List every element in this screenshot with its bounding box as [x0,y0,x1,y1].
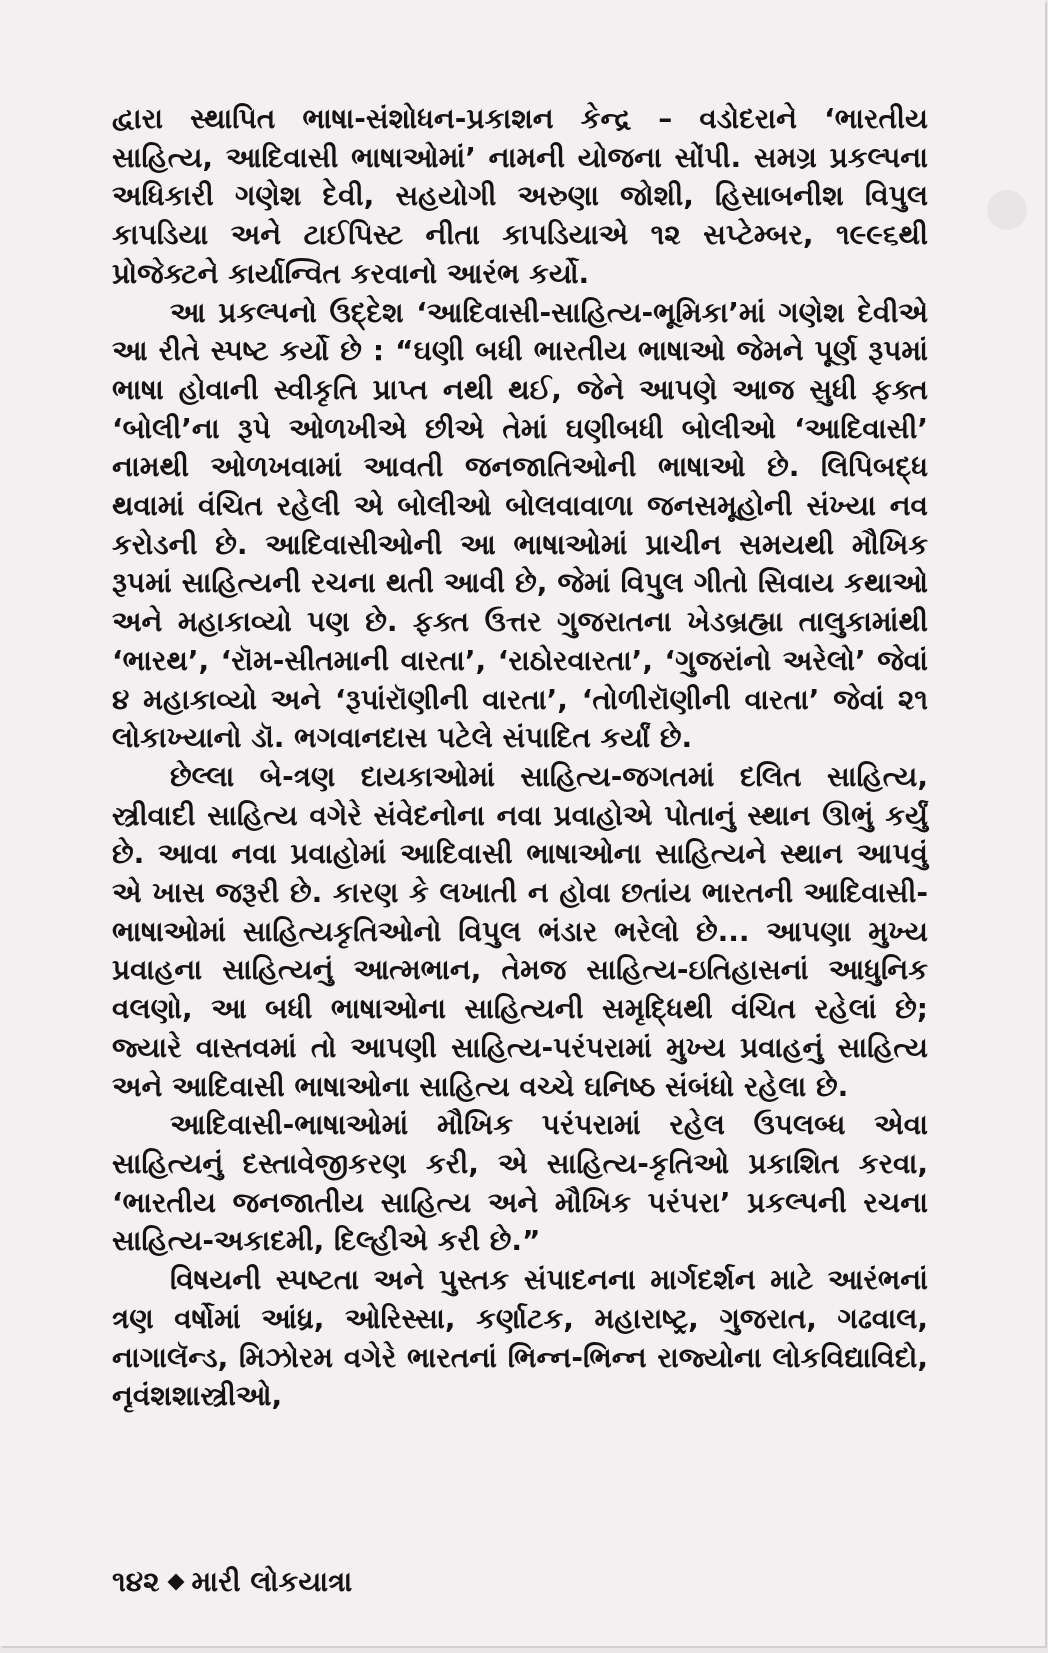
paragraph-4: આદિવાસી-ભાષાઓમાં મૌખિક પરંપરામાં રહેલ ઉપલબ્ધ એવા સાહિત્યનું દસ્તાવેજીકરણ કરી, એ સાહિત્ય-કૃતિઓ પ્રકાશિત કરવા, ‘ભારતીય જનજાતીય સાહિત્ય અને મૌખિક પરંપરા’ પ્રકલ્પની રચના સાહિત્ય-અકાદમી, દિલ્હીએ કરી છે.” [112,1108,928,1258]
paragraph-1: દ્વારા સ્થાપિત ભાષા-સંશોધન-પ્રકાશન કેન્દ્ર – વડોદરાને ‘ભારતીય સાહિત્ય, આદિવાસી ભાષાઓમાં’ નામની યોજના સોંપી. સમગ્ર પ્રકલ્પના અધિકારી ગણેશ દેવી, સહયોગી અરુણા જોશી, હિસાબનીશ વિપુલ કાપડિયા અને ટાઈપિસ્ટ નીતા કાપડિયાએ ૧૨ સપ્ટેમ્બર, ૧૯૯૬થી પ્રોજેક્ટને કાર્યાન્વિત કરવાનો આરંભ કર્યો. [112,102,928,290]
page-number: ૧૪૨ [112,1565,160,1598]
paragraph-3: છેલ્લા બે-ત્રણ દાયકાઓમાં સાહિત્ય-જગતમાં દલિત સાહિત્ય, સ્ત્રીવાદી સાહિત્ય વગેરે સંવેદનોના નવા પ્રવાહોએ પોતાનું સ્થાન ઊભું કર્યું છે. આવા નવા પ્રવાહોમાં આદિવાસી ભાષાઓના સાહિત્યને સ્થાન આપવું એ ખાસ જરૂરી છે. કારણ કે લખાતી ન હોવા છતાંય ભારતની આદિવાસી-ભાષાઓમાં સાહિત્યકૃતિઓનો વિપુલ ભંડાર ભરેલો છે... આપણા મુખ્ય પ્રવાહના સાહિત્યનું આત્મભાન, તેમજ સાહિત્ય-ઇતિહાસનાં આધુનિક વલણો, આ બધી ભાષાઓના સાહિત્યની સમૃદ્ધિથી વંચિત રહેલાં છે; જ્યારે વાસ્તવમાં તો આપણી સાહિત્ય-પરંપરામાં મુખ્ય પ્રવાહનું સાહિત્ય અને આદિવાસી ભાષાઓના સાહિત્ય વચ્ચે ઘનિષ્ઠ સંબંધો રહેલા છે. [112,759,928,1103]
body-text [112,100,928,1416]
paragraph-2: આ પ્રકલ્પનો ઉદ્દેશ ‘આદિવાસી-સાહિત્ય-ભૂમિકા’માં ગણેશ દેવીએ આ રીતે સ્પષ્ટ કર્યો છે : “ઘણી બધી ભારતીય ભાષાઓ જેમને પૂર્ણ રૂપમાં ભાષા હોવાની સ્વીકૃતિ પ્રાપ્ત નથી થઈ, જેને આપણે આજ સુધી ફક્ત ‘બોલી’ના રૂપે ઓળખીએ છીએ તેમાં ઘણીબધી બોલીઓ ‘આદિવાસી’ નામથી ઓળખવામાં આવતી જનજાતિઓની ભાષાઓ છે. લિપિબદ્ધ થવામાં વંચિત રહેલી એ બોલીઓ બોલવાવાળા જનસમૂહોની સંખ્યા નવ કરોડની છે. આદિવાસીઓની આ ભાષાઓમાં પ્રાચીન સમયથી મૌખિક રૂપમાં સાહિત્યની રચના થતી આવી છે, જેમાં વિપુલ ગીતો સિવાય કથાઓ અને મહાકાવ્યો પણ છે. ફક્ત ઉત્તર ગુજરાતના ખેડબ્રહ્મા તાલુકામાંથી ‘ભારથ’, ‘રૉમ-સીતમાની વારતા’, ‘રાઠોરવારતા’, ‘ગુજરાંનો અરેલો’ જેવાં ૪ મહાકાવ્યો અને ‘રૂપાંરૉણીની વારતા’, ‘તોળીરૉણીની વારતા’ જેવાં ૨૧ લોકાખ્યાનો ડૉ. ભગવાનદાસ પટેલે સંપાદિત કર્યાં છે. [112,295,928,755]
page-footer [112,1565,352,1599]
bleed-through-mark [987,190,1027,230]
book-title: મારી લોકયાત્રા [191,1565,353,1598]
diamond-icon [167,1574,184,1591]
paragraph-5: વિષયની સ્પષ્ટતા અને પુસ્તક સંપાદનના માર્ગદર્શન માટે આરંભનાં ત્રણ વર્ષોમાં આંધ્ર, ઓરિસ્સા, કર્ણાટક, મહારાષ્ટ્ર, ગુજરાત, ગઢવાલ, નાગાલૅન્ડ, મિઝોરમ વગેરે ભારતનાં ભિન્ન-ભિન્ન રાજ્યોના લોકવિદ્યાવિદો, નૃવંશશાસ્ત્રીઓ, [112,1263,928,1413]
